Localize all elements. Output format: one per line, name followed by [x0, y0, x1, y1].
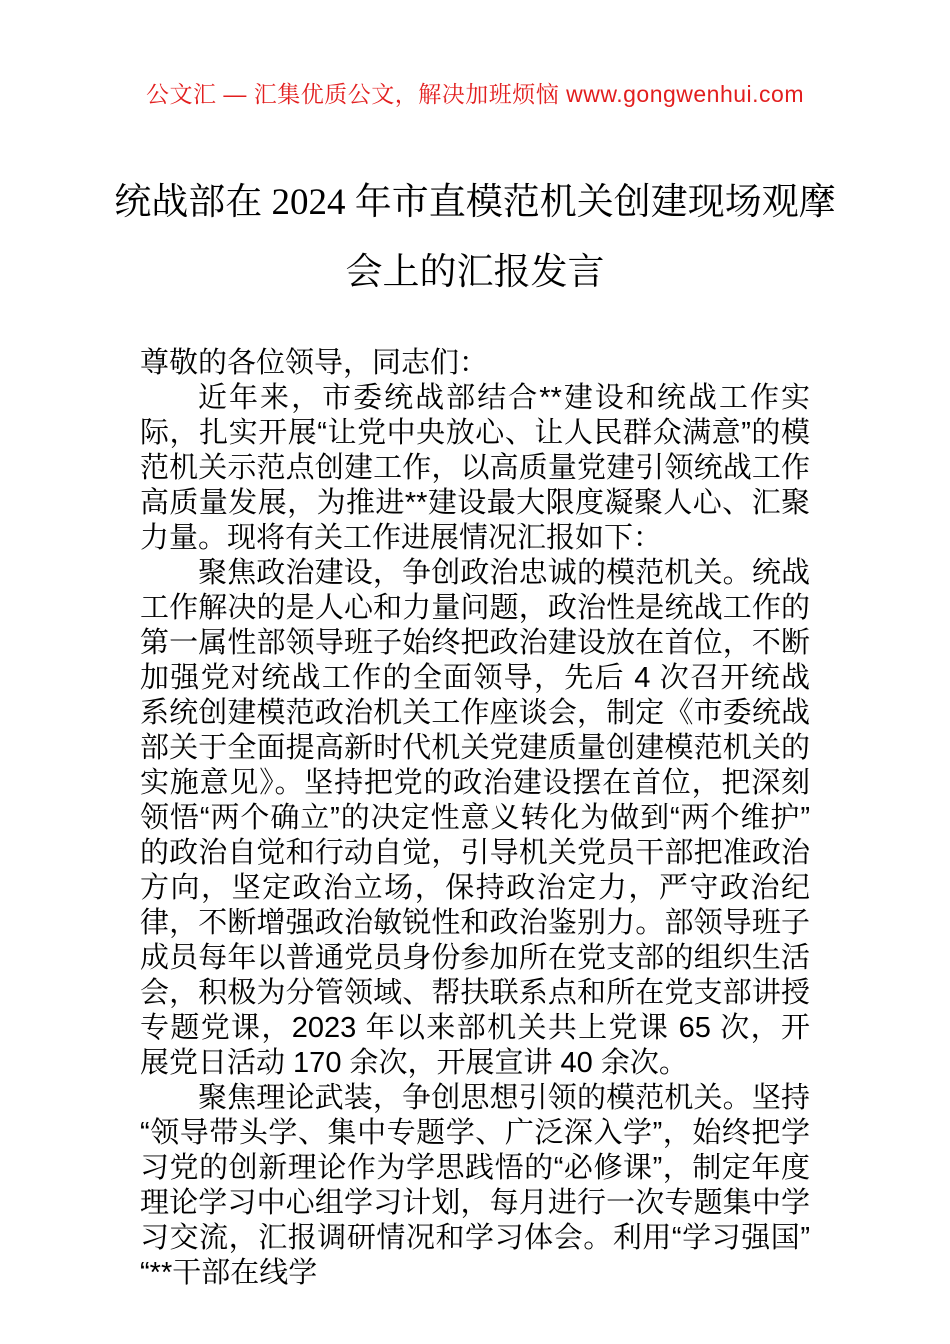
- body-paragraph: 聚焦政治建设，争创政治忠诚的模范机关。统战工作解决的是人心和力量问题，政治性是统战工作的第一属性部领导班子始终把政治建设放在首位，不断加强党对统战工作的全面领导，先后 4 次召开统战系统创建模范政治机关工作座谈会，制定《市委统战部关于全面提高新时代机关党建质量创建模范机关的实施意见》。坚持把党的政治建设摆在首位，把深刻领悟“两个确立”的决定性意义转化为做到“两个维护”的政治自觉和行动自觉，引导机关党员干部把准政治方向，坚定政治立场，保持政治定力，严守政治纪律，不断增强政治敏锐性和政治鉴别力。部领导班子成员每年以普通党员身份参加所在党支部的组织生活会，积极为分管领域、帮扶联系点和所在党支部讲授专题党课，2023 年以来部机关共上党课 65 次，开展党日活动 170 余次，开展宣讲 40 余次。: [140, 557, 810, 1079]
- salutation: 尊敬的各位领导，同志们：: [140, 347, 489, 379]
- body-paragraph: 近年来，市委统战部结合**建设和统战工作实际，扎实开展“让党中央放心、让人民群众满意”的模范机关示范点创建工作，以高质量党建引领统战工作高质量发展，为推进**建设最大限度凝聚人心、汇聚力量。现将有关工作进展情况汇报如下：: [140, 382, 810, 554]
- document-title: 统战部在 2024 年市直模范机关创建现场观摩会上的汇报发言: [114, 182, 836, 293]
- promo-banner: 公文汇 — 汇集优质公文，解决加班烦恼 www.gongwenhui.com: [145, 81, 804, 107]
- body-paragraph: 聚焦理论武装，争创思想引领的模范机关。坚持“领导带头学、集中专题学、广泛深入学”，始终把学习党的创新理论作为学思践悟的“必修课”，制定年度理论学习中心组学习计划，每月进行一次专题集中学习交流，汇报调研情况和学习体会。利用“学习强国” “**干部在线学: [140, 1082, 810, 1289]
- document-body: [140, 346, 810, 1291]
